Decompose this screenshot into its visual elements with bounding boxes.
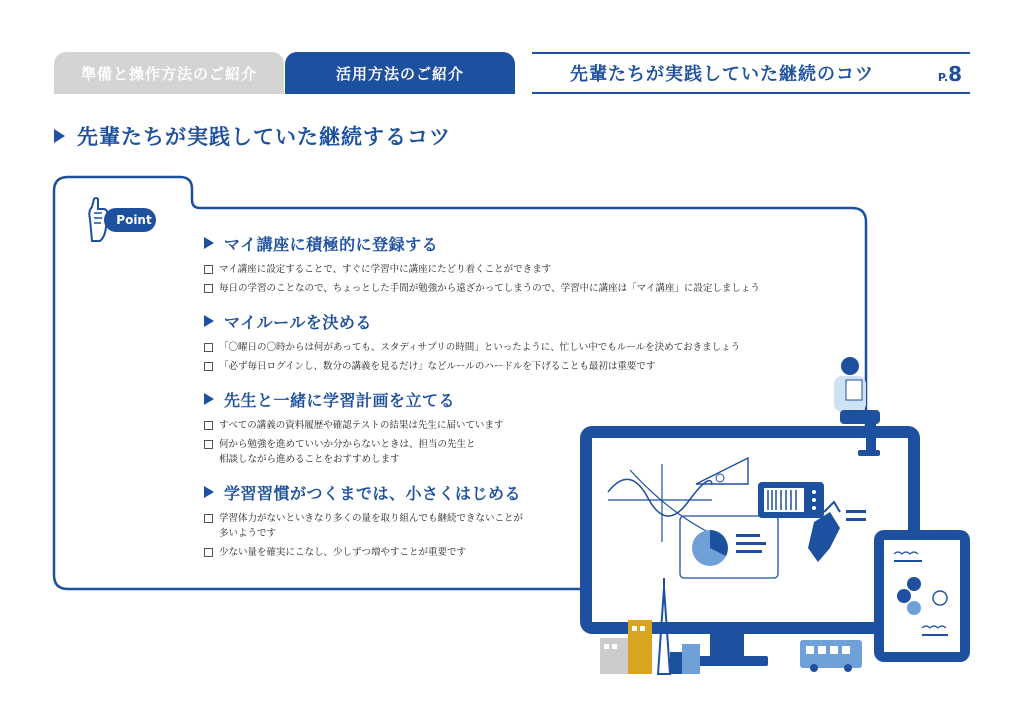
checkbox-icon xyxy=(204,548,213,557)
point-badge: Point xyxy=(104,208,156,232)
checklist-item-text: すべての講義の資料履歴や確認テストの結果は先生に届いています xyxy=(219,420,504,431)
checklist-item-text: 「必ず毎日ログインし、数分の講義を見るだけ」などルールのハードルを下げることも最初は重要です xyxy=(219,361,656,372)
tip-heading-text: マイルールを決める xyxy=(224,312,372,332)
checkbox-icon xyxy=(204,284,213,293)
checkbox-icon xyxy=(204,440,213,449)
tip-heading-text: マイ講座に積極的に登録する xyxy=(224,234,439,254)
checklist-item xyxy=(204,262,824,277)
tip-heading xyxy=(204,232,824,254)
checklist-item-text: マイ講座に設定することで、すぐに学習中に講座にたどり着くことができます xyxy=(219,264,552,275)
learning-illustration xyxy=(578,352,978,682)
checkbox-icon xyxy=(204,343,213,352)
checklist-item-text: 「〇曜日の〇時からは何があっても、スタディサプリの時間」といったように、忙しい中でもルールを決めておきましょう xyxy=(219,342,741,353)
checklist-item-text: 学習体力がないといきなり多くの量を取り組んでも継続できないことが 多いようです xyxy=(219,513,524,539)
tip-block xyxy=(204,232,824,296)
checklist-item xyxy=(204,281,824,296)
triangle-bullet-icon xyxy=(204,237,214,249)
checkbox-icon xyxy=(204,265,213,274)
tab-preparation[interactable]: 準備と操作方法のご紹介 xyxy=(54,52,284,94)
header-title: 先輩たちが実践していた継続のコツ xyxy=(570,64,874,85)
checkbox-icon xyxy=(204,514,213,523)
bus-illustration xyxy=(800,640,862,672)
checklist-item-text: 何から勉強を進めていいか分からないときは、担当の先生と 相談しながら進めることをおすすめします xyxy=(219,439,476,465)
tip-heading-text: 学習習慣がつくまでは、小さくはじめる xyxy=(224,483,522,503)
section-title-text: 先輩たちが実践していた継続するコツ xyxy=(77,125,451,149)
triangle-bullet-icon xyxy=(204,315,214,327)
checkbox-icon xyxy=(204,421,213,430)
page-number-value: 8 xyxy=(948,62,962,86)
tab-usage[interactable]: 活用方法のご紹介 xyxy=(285,52,515,94)
page-prefix: P. xyxy=(937,71,949,84)
tip-heading-text: 先生と一緒に学習計画を立てる xyxy=(224,390,456,410)
checklist-item-text: 少ない量を確実にこなし、少しずつ増やすことが重要です xyxy=(219,547,467,558)
tip-heading xyxy=(204,310,824,332)
checkbox-icon xyxy=(204,362,213,371)
triangle-bullet-icon xyxy=(204,393,214,405)
triangle-bullet-icon xyxy=(204,486,214,498)
tablet-illustration xyxy=(874,530,970,662)
checklist-item-text: 毎日の学習のことなので、ちょっとした手間が勉強から遠ざかってしまうので、学習中に講座は「マイ講座」に設定しましょう xyxy=(219,283,760,294)
